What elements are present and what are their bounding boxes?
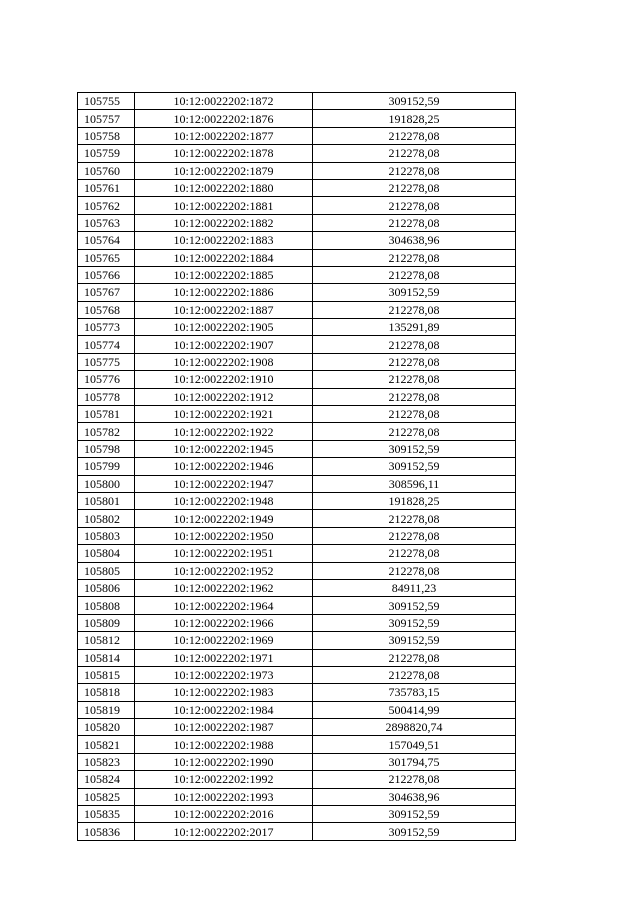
row-id-cell: 105825 (78, 788, 135, 805)
row-id-cell: 105823 (78, 753, 135, 770)
table-row (78, 684, 516, 701)
cadastral-number-cell: 10:12:0022202:1877 (135, 127, 313, 144)
table-row (78, 145, 516, 162)
amount-cell: 212278,08 (313, 666, 516, 683)
table-row (78, 406, 516, 423)
amount-cell: 309152,59 (313, 632, 516, 649)
table-row (78, 423, 516, 440)
amount-cell: 212278,08 (313, 406, 516, 423)
row-id-cell: 105806 (78, 579, 135, 596)
cadastral-number-cell: 10:12:0022202:1908 (135, 353, 313, 370)
row-id-cell: 105758 (78, 127, 135, 144)
cadastral-number-cell: 10:12:0022202:1884 (135, 249, 313, 266)
cadastral-number-cell: 10:12:0022202:1987 (135, 719, 313, 736)
row-id-cell: 105755 (78, 93, 135, 110)
row-id-cell: 105799 (78, 458, 135, 475)
cadastral-number-cell: 10:12:0022202:1971 (135, 649, 313, 666)
table-row (78, 336, 516, 353)
row-id-cell: 105809 (78, 614, 135, 631)
cadastral-number-cell: 10:12:0022202:1993 (135, 788, 313, 805)
table-row (78, 545, 516, 562)
table-row (78, 649, 516, 666)
table-row (78, 162, 516, 179)
amount-cell: 212278,08 (313, 510, 516, 527)
table-row (78, 579, 516, 596)
cadastral-number-cell: 10:12:0022202:1907 (135, 336, 313, 353)
row-id-cell: 105821 (78, 736, 135, 753)
table-row (78, 510, 516, 527)
amount-cell: 309152,59 (313, 458, 516, 475)
row-id-cell: 105812 (78, 632, 135, 649)
amount-cell: 191828,25 (313, 110, 516, 127)
cadastral-number-cell: 10:12:0022202:1881 (135, 197, 313, 214)
row-id-cell: 105762 (78, 197, 135, 214)
amount-cell: 212278,08 (313, 545, 516, 562)
table-row (78, 736, 516, 753)
amount-cell: 309152,59 (313, 284, 516, 301)
cadastral-number-cell: 10:12:0022202:1887 (135, 301, 313, 318)
amount-cell: 301794,75 (313, 753, 516, 770)
row-id-cell: 105761 (78, 179, 135, 196)
table-row (78, 371, 516, 388)
amount-cell: 308596,11 (313, 475, 516, 492)
amount-cell: 212278,08 (313, 527, 516, 544)
amount-cell: 212278,08 (313, 353, 516, 370)
cadastral-number-cell: 10:12:0022202:1966 (135, 614, 313, 631)
table-row (78, 284, 516, 301)
row-id-cell: 105768 (78, 301, 135, 318)
amount-cell: 309152,59 (313, 440, 516, 457)
amount-cell: 309152,59 (313, 93, 516, 110)
cadastral-number-cell: 10:12:0022202:1962 (135, 579, 313, 596)
cadastral-number-cell: 10:12:0022202:1952 (135, 562, 313, 579)
amount-cell: 309152,59 (313, 806, 516, 823)
row-id-cell: 105814 (78, 649, 135, 666)
table-row (78, 719, 516, 736)
table-row (78, 475, 516, 492)
amount-cell: 212278,08 (313, 649, 516, 666)
table-row (78, 110, 516, 127)
cadastral-number-cell: 10:12:0022202:1950 (135, 527, 313, 544)
cadastral-number-cell: 10:12:0022202:1905 (135, 319, 313, 336)
cadastral-number-cell: 10:12:0022202:1949 (135, 510, 313, 527)
row-id-cell: 105835 (78, 806, 135, 823)
row-id-cell: 105804 (78, 545, 135, 562)
table-row (78, 214, 516, 231)
cadastral-number-cell: 10:12:0022202:1969 (135, 632, 313, 649)
cadastral-number-cell: 10:12:0022202:1882 (135, 214, 313, 231)
cadastral-number-cell: 10:12:0022202:1951 (135, 545, 313, 562)
amount-cell: 212278,08 (313, 388, 516, 405)
table-row (78, 232, 516, 249)
row-id-cell: 105798 (78, 440, 135, 457)
amount-cell: 212278,08 (313, 162, 516, 179)
cadastral-number-cell: 10:12:0022202:1922 (135, 423, 313, 440)
amount-cell: 212278,08 (313, 423, 516, 440)
row-id-cell: 105760 (78, 162, 135, 179)
table-row (78, 127, 516, 144)
row-id-cell: 105757 (78, 110, 135, 127)
amount-cell: 304638,96 (313, 788, 516, 805)
row-id-cell: 105763 (78, 214, 135, 231)
data-table (77, 92, 516, 841)
row-id-cell: 105803 (78, 527, 135, 544)
table-row (78, 597, 516, 614)
amount-cell: 500414,99 (313, 701, 516, 718)
table-row (78, 388, 516, 405)
cadastral-number-cell: 10:12:0022202:1984 (135, 701, 313, 718)
table-row (78, 753, 516, 770)
table-row (78, 179, 516, 196)
row-id-cell: 105765 (78, 249, 135, 266)
table-row (78, 701, 516, 718)
amount-cell: 212278,08 (313, 301, 516, 318)
table-row (78, 353, 516, 370)
table-row (78, 249, 516, 266)
amount-cell: 212278,08 (313, 249, 516, 266)
row-id-cell: 105801 (78, 492, 135, 509)
row-id-cell: 105775 (78, 353, 135, 370)
row-id-cell: 105818 (78, 684, 135, 701)
row-id-cell: 105767 (78, 284, 135, 301)
amount-cell: 212278,08 (313, 197, 516, 214)
cadastral-number-cell: 10:12:0022202:1947 (135, 475, 313, 492)
row-id-cell: 105759 (78, 145, 135, 162)
row-id-cell: 105764 (78, 232, 135, 249)
amount-cell: 212278,08 (313, 336, 516, 353)
amount-cell: 84911,23 (313, 579, 516, 596)
table-row (78, 93, 516, 110)
cadastral-number-cell: 10:12:0022202:1880 (135, 179, 313, 196)
amount-cell: 212278,08 (313, 127, 516, 144)
cadastral-number-cell: 10:12:0022202:1988 (135, 736, 313, 753)
row-id-cell: 105824 (78, 771, 135, 788)
amount-cell: 304638,96 (313, 232, 516, 249)
cadastral-number-cell: 10:12:0022202:1973 (135, 666, 313, 683)
row-id-cell: 105808 (78, 597, 135, 614)
cadastral-number-cell: 10:12:0022202:1878 (135, 145, 313, 162)
cadastral-number-cell: 10:12:0022202:1912 (135, 388, 313, 405)
row-id-cell: 105774 (78, 336, 135, 353)
row-id-cell: 105805 (78, 562, 135, 579)
row-id-cell: 105815 (78, 666, 135, 683)
table-row (78, 666, 516, 683)
amount-cell: 191828,25 (313, 492, 516, 509)
row-id-cell: 105778 (78, 388, 135, 405)
cadastral-number-cell: 10:12:0022202:1921 (135, 406, 313, 423)
amount-cell: 309152,59 (313, 823, 516, 840)
amount-cell: 2898820,74 (313, 719, 516, 736)
row-id-cell: 105820 (78, 719, 135, 736)
table-row (78, 562, 516, 579)
amount-cell: 212278,08 (313, 562, 516, 579)
amount-cell: 212278,08 (313, 771, 516, 788)
cadastral-number-cell: 10:12:0022202:1879 (135, 162, 313, 179)
amount-cell: 309152,59 (313, 614, 516, 631)
amount-cell: 735783,15 (313, 684, 516, 701)
row-id-cell: 105836 (78, 823, 135, 840)
amount-cell: 212278,08 (313, 214, 516, 231)
row-id-cell: 105773 (78, 319, 135, 336)
cadastral-number-cell: 10:12:0022202:1876 (135, 110, 313, 127)
table-row (78, 614, 516, 631)
amount-cell: 157049,51 (313, 736, 516, 753)
cadastral-number-cell: 10:12:0022202:1992 (135, 771, 313, 788)
table-row (78, 440, 516, 457)
table-row (78, 197, 516, 214)
table-row (78, 771, 516, 788)
amount-cell: 212278,08 (313, 179, 516, 196)
row-id-cell: 105802 (78, 510, 135, 527)
cadastral-number-cell: 10:12:0022202:1964 (135, 597, 313, 614)
cadastral-number-cell: 10:12:0022202:1948 (135, 492, 313, 509)
table-row (78, 632, 516, 649)
table-row (78, 301, 516, 318)
table-row (78, 492, 516, 509)
table-row (78, 527, 516, 544)
table-row (78, 458, 516, 475)
row-id-cell: 105766 (78, 266, 135, 283)
cadastral-number-cell: 10:12:0022202:1945 (135, 440, 313, 457)
amount-cell: 212278,08 (313, 145, 516, 162)
cadastral-number-cell: 10:12:0022202:1872 (135, 93, 313, 110)
amount-cell: 309152,59 (313, 597, 516, 614)
table-body (78, 93, 516, 841)
table-row (78, 823, 516, 840)
row-id-cell: 105781 (78, 406, 135, 423)
cadastral-number-cell: 10:12:0022202:1885 (135, 266, 313, 283)
amount-cell: 135291,89 (313, 319, 516, 336)
cadastral-number-cell: 10:12:0022202:1886 (135, 284, 313, 301)
row-id-cell: 105782 (78, 423, 135, 440)
cadastral-number-cell: 10:12:0022202:1946 (135, 458, 313, 475)
cadastral-number-cell: 10:12:0022202:1910 (135, 371, 313, 388)
table-row (78, 788, 516, 805)
cadastral-number-cell: 10:12:0022202:1883 (135, 232, 313, 249)
row-id-cell: 105800 (78, 475, 135, 492)
cadastral-number-cell: 10:12:0022202:1990 (135, 753, 313, 770)
cadastral-number-cell: 10:12:0022202:2017 (135, 823, 313, 840)
cadastral-number-cell: 10:12:0022202:1983 (135, 684, 313, 701)
cadastral-number-cell: 10:12:0022202:2016 (135, 806, 313, 823)
table-row (78, 806, 516, 823)
amount-cell: 212278,08 (313, 266, 516, 283)
table-row (78, 319, 516, 336)
row-id-cell: 105819 (78, 701, 135, 718)
table-row (78, 266, 516, 283)
row-id-cell: 105776 (78, 371, 135, 388)
amount-cell: 212278,08 (313, 371, 516, 388)
